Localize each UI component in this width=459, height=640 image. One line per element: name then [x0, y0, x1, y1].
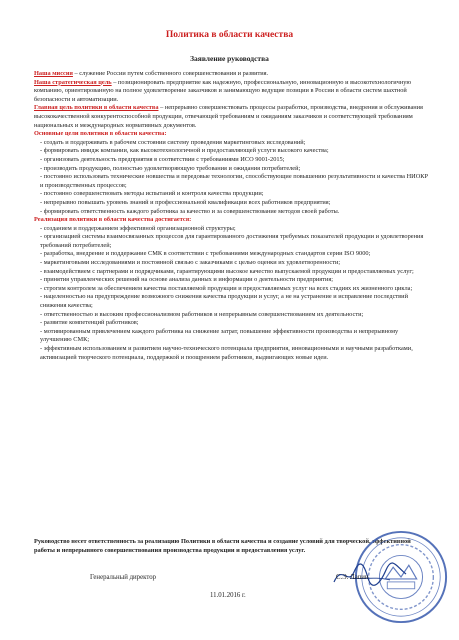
- list-item: - созданием и поддержанием эффективной организационной структуры;: [40, 224, 236, 232]
- main-goals-heading: Основные цели политики в области качества:: [34, 130, 167, 138]
- list-item: - маркетинговыми исследованиями и постоянной связью с заказчиками с целью оценки их удовлетворенности;: [40, 259, 341, 267]
- main-goal-text: – непрерывно совершенствовать процессы разработки, производства, внедрения и обслуживания высококачественной конкурентоспособной продукции, отвечающей требованиям и ожиданиям заказчиков и соответствующей требованиям национальных и международных нормативных документов.: [34, 104, 423, 129]
- mission-label: Наша миссия: [34, 70, 73, 77]
- main-goal-label: Главная цель политики в области качества: [34, 104, 159, 112]
- list-item: - эффективным использованием и развитием научно-технического потенциала предприятия, инновационными и научными разработками, активизацией творческого потенциала, поддержкой и поощрением работников, выдвигающих новые идеи.: [40, 345, 413, 361]
- signature-date: 11.01.2016 г.: [210, 592, 246, 599]
- implementation-list: [34, 225, 430, 363]
- list-item: - принятия управленческих решений на основе анализа данных и информации о деятельности предприятия;: [40, 276, 334, 284]
- list-item: - организовать деятельность предприятия в соответствии с требованиями ИСО 9001-2015;: [40, 155, 285, 163]
- document-body: [34, 70, 430, 362]
- document-title: Политика в области качества: [165, 30, 294, 40]
- strategic-goal-label: Наша стратегическая цель: [34, 78, 112, 86]
- list-item: - нацеленностью на предупреждение возможного снижения качества продукции и услуг, а не на устранение и исправление последствий снижения качества;: [40, 293, 408, 310]
- list-item: - постоянно использовать технические новшества и передовые технологии, способствующие повышению результативности и качества НИОКР и производственных процессов;: [40, 173, 429, 189]
- director-position: Генеральный директор: [90, 574, 156, 581]
- list-item: - формировать имидж компании, как высокотехнологичной и предоставляющей услуги высокого качества;: [40, 147, 329, 155]
- list-item: - взаимодействием с партнерами и подрядчиками, гарантирующими высокое качество выпускаемой продукции и предоставляемых услуг;: [40, 267, 414, 275]
- list-item: - непрерывно повышать уровень знаний и профессиональной квалификации всех работников предприятия;: [40, 198, 331, 206]
- mission-paragraph: [34, 70, 430, 79]
- list-item: - организацией системы взаимосвязанных процессов для гарантированного достижения требуемых показателей продукции и удовлетворения требований потребителей;: [40, 233, 424, 249]
- implementation-heading: Реализация политики в области качества достигается:: [34, 216, 192, 224]
- list-item: - мотивированным привлечением каждого работника на снижение затрат, повышение эффективности производства и непрерывному улучшению СМК;: [40, 327, 399, 344]
- main-goal-paragraph: [34, 104, 430, 130]
- list-item: - ответственностью и высоким профессионализмом работников и непрерывным совершенствованием их деятельности;: [40, 310, 364, 318]
- main-goals-list: [34, 139, 430, 216]
- list-item: - строгим контролем за обеспечением качества поставляемой продукции и предоставляемых услуг на всех стадиях их жизненного цикла;: [40, 284, 413, 292]
- list-item: - формировать ответственность каждого работника за качество и за совершенствование методов своей работы.: [40, 207, 340, 215]
- document-subtitle: Заявление руководства: [190, 54, 269, 63]
- list-item: - разработка, внедрение и поддержание СМК в соответствии с требованиями международных стандартов серии ISO 9000;: [40, 250, 371, 258]
- list-item: - постоянно совершенствовать методы испытаний и контроля качества продукции;: [40, 190, 264, 198]
- closing-statement: Руководство несет ответственность за реализацию Политики в области качества и создание условий для творческой, эффективной работы и непрерывного совершенствования производства продукции и предоставления услуг.: [34, 538, 411, 554]
- strategic-goal-text: – позиционировать предприятие как надежную, профессиональную, инновационную и высокотехнологичную компанию, ориентированную на полное удовлетворение заказчиков и занимающую ведущие позиции в России в области систем шахтной безопасности и автоматизации.: [34, 78, 412, 103]
- director-name: С.Э. Лапин: [336, 574, 369, 581]
- list-item: - производить продукцию, полностью удовлетворяющую требования и ожидания потребителей;: [40, 164, 301, 172]
- mission-text: – служение России путем собственного совершенствования и развития.: [72, 70, 269, 77]
- list-item: - создать и поддерживать в рабочем состоянии систему проведения маркетинговых исследований;: [40, 138, 306, 146]
- strategic-goal-paragraph: [34, 79, 430, 105]
- list-item: - развитие компетенций работников;: [40, 319, 139, 327]
